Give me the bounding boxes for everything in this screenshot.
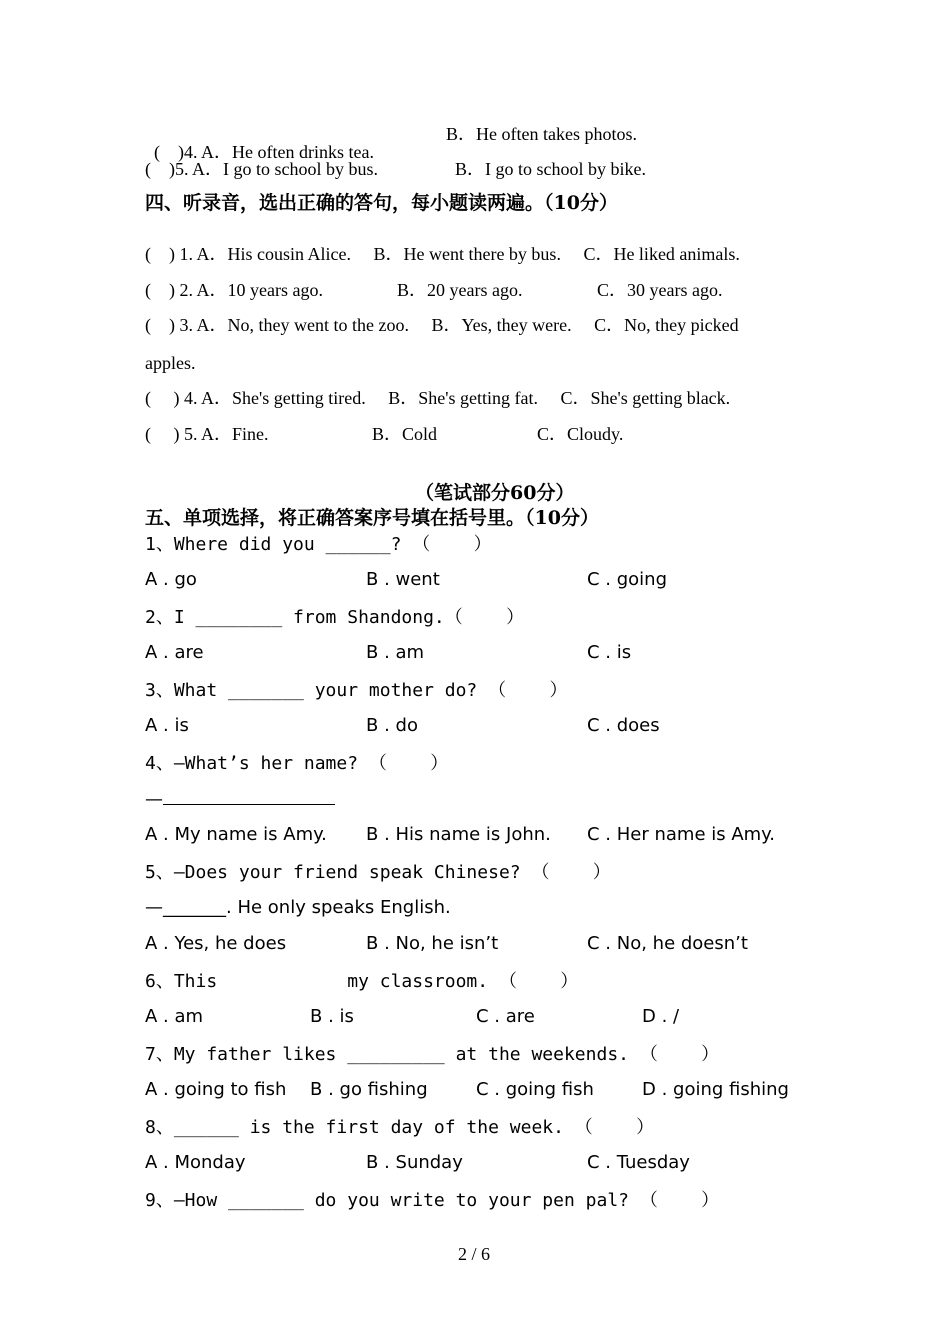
s5-q3-opt-b: B . do <box>366 715 418 736</box>
s4-q5-b: B．Cold <box>372 424 438 444</box>
s5-q7-opt-c: C . going fish <box>476 1079 594 1100</box>
s5-q4-opt-c: C . Her name is Amy. <box>587 824 775 845</box>
s4-q3-cont: apples. <box>145 353 196 373</box>
s5-q6-opt-b: B . is <box>310 1006 354 1027</box>
s5-q2-opt-b: B . am <box>366 642 425 663</box>
s4-q2-c: C．30 years ago. <box>597 280 723 300</box>
s5-q7-opt-b: B . go fishing <box>310 1079 428 1100</box>
s5-q9: 9、—How _______ do you write to your pen pal? （ ） <box>145 1190 720 1211</box>
q3-4-a: ( )4. A．He often drinks tea. <box>154 142 374 162</box>
s5-q1: 1、Where did you ______? （ ） <box>145 534 492 555</box>
written-part-title: （笔试部分60分） <box>415 482 575 504</box>
s5-q8: 8、______ is the first day of the week. （ ） <box>145 1117 655 1138</box>
s4-q1: ( ) 1. A．His cousin Alice. B．He went there by bus. C．He liked animals. <box>145 244 740 264</box>
s5-q4: 4、—What’s her name? （ ） <box>145 753 449 774</box>
s5-q1-opt-a: A . go <box>145 569 197 590</box>
s5-q2-opt-c: C . is <box>587 642 632 663</box>
s5-q7-opt-d: D . going fishing <box>642 1079 789 1100</box>
s5-q4-opt-a: A . My name is Amy. <box>145 824 327 845</box>
section4-heading: 四、听录音，选出正确的答句，每小题读两遍。（10分） <box>145 192 618 214</box>
s4-q2-b: B．20 years ago. <box>397 280 523 300</box>
s5-q8-opt-a: A . Monday <box>145 1152 246 1173</box>
s5-q4-answer-line <box>145 790 335 809</box>
page-number: 2 / 6 <box>458 1244 491 1264</box>
q3-4-b: B．He often takes photos. <box>446 124 637 144</box>
s5-q6-opt-c: C . are <box>476 1006 535 1027</box>
s5-q5: 5、—Does your friend speak Chinese? （ ） <box>145 862 611 883</box>
s5-q6: 6、This my classroom. （ ） <box>145 971 579 992</box>
q3-4-line <box>145 125 374 161</box>
s5-q2: 2、I ________ from Shandong.（ ） <box>145 607 525 628</box>
s5-q8-opt-b: B . Sunday <box>366 1152 463 1173</box>
q3-5-a: ( )5. A．I go to school by bus. <box>145 159 378 179</box>
s5-q4-dash: — <box>145 789 163 810</box>
s5-q5-answer: —_______. He only speaks English. <box>145 897 451 918</box>
s5-q2-opt-a: A . are <box>145 642 204 663</box>
s4-q4: ( ) 4. A．She's getting tired. B．She's getting fat. C．She's getting black. <box>145 388 731 408</box>
s4-q5-a: ( ) 5. A．Fine. <box>145 424 269 444</box>
s4-q3: ( ) 3. A．No, they went to the zoo. B．Yes, they were. C．No, they picked <box>145 315 739 335</box>
s5-q3-opt-c: C . does <box>587 715 660 736</box>
s5-q3: 3、What _______ your mother do? （ ） <box>145 680 568 701</box>
s5-q4-opt-b: B . His name is John. <box>366 824 551 845</box>
s4-q2-a: ( ) 2. A．10 years ago. <box>145 280 323 300</box>
s5-q6-opt-d: D . / <box>642 1006 680 1027</box>
s5-q6-opt-a: A . am <box>145 1006 204 1027</box>
s5-q1-opt-b: B . went <box>366 569 440 590</box>
s5-q5-opt-a: A . Yes, he does <box>145 933 287 954</box>
s5-q1-opt-c: C . going <box>587 569 668 590</box>
s5-q5-opt-c: C . No, he doesn’t <box>587 933 748 954</box>
s4-q5-c: C．Cloudy. <box>537 424 624 444</box>
s5-q7-opt-a: A . going to fish <box>145 1079 287 1100</box>
section5-heading: 五、单项选择，将正确答案序号填在括号里。（10分） <box>145 507 599 529</box>
s5-q8-opt-c: C . Tuesday <box>587 1152 690 1173</box>
s5-q4-blank <box>163 790 335 805</box>
s5-q5-opt-b: B . No, he isn’t <box>366 933 499 954</box>
s5-q3-opt-a: A . is <box>145 715 189 736</box>
q3-5-b: B．I go to school by bike. <box>455 159 646 179</box>
s5-q7: 7、My father likes _________ at the weekends. （ ） <box>145 1044 720 1065</box>
